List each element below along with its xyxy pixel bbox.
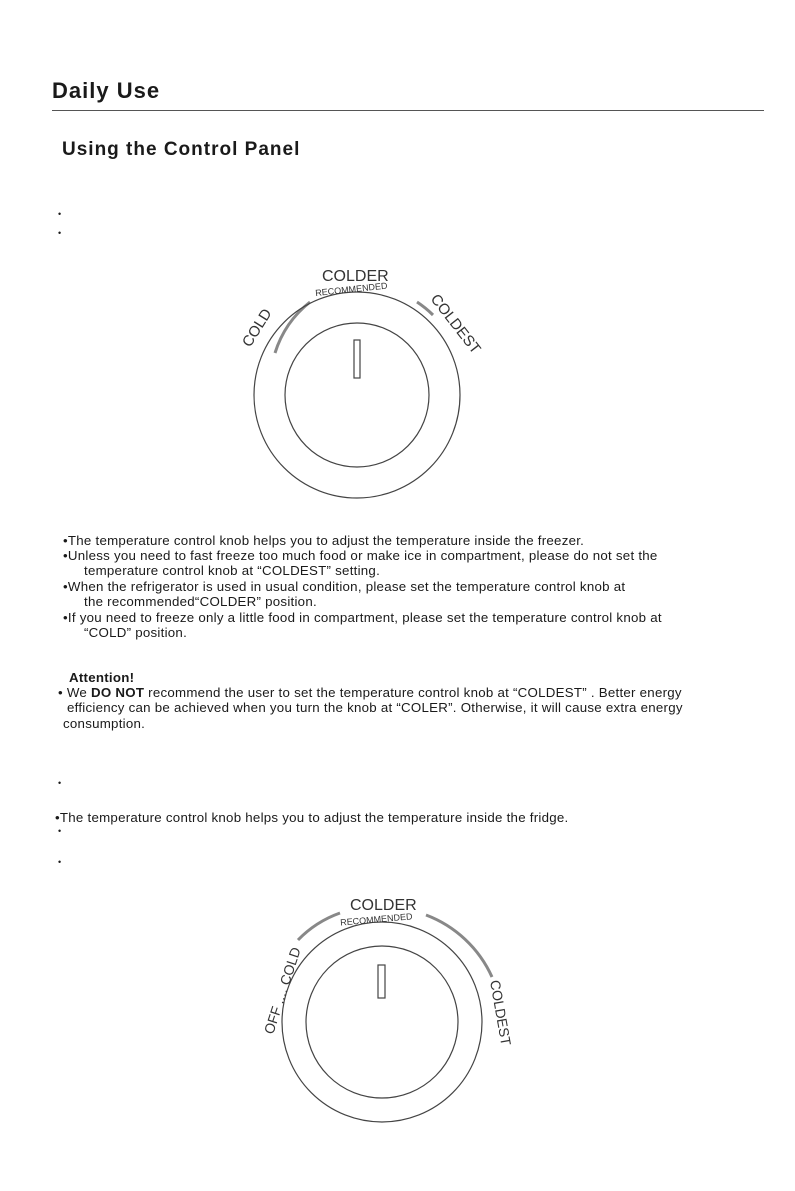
dial-arc-cold [298, 913, 340, 940]
fridge-temperature-dial [240, 885, 520, 1125]
attention-suffix: recommend the user to set the temperature control knob at “COLDEST” . Better energy [144, 685, 682, 700]
attention-title: Attention! [69, 670, 135, 685]
dial-label-colder: COLDER [350, 897, 417, 914]
freezer-note-line: •Unless you need to fast freeze too much food or make ice in compartment, please do not set the [63, 548, 658, 563]
dial-knob [306, 946, 458, 1098]
attention-prefix: • We [58, 685, 91, 700]
dial-label-coldest: COLDEST [487, 978, 515, 1047]
bullet-marker: • [58, 228, 62, 238]
freezer-note-line: •The temperature control knob helps you to adjust the temperature inside the freezer. [63, 533, 585, 548]
freezer-note-line: temperature control knob at “COLDEST” setting. [84, 563, 381, 578]
dial-label-cold: COLD [238, 305, 276, 351]
dial-outer-ring [282, 922, 482, 1122]
freezer-temperature-dial [230, 255, 500, 505]
title-divider [52, 110, 764, 111]
subsection-title: Using the Control Panel [62, 139, 301, 160]
freezer-note-line: “COLD” position. [84, 625, 188, 640]
dial-label-off-cold: OFF .... COLD [260, 945, 304, 1036]
dial-label-recommended: RECOMMENDED [339, 911, 413, 928]
dial-knob [285, 323, 429, 467]
attention-line [58, 685, 682, 701]
bullet-marker: • [58, 826, 62, 836]
attention-emphasis: DO NOT [91, 685, 145, 700]
bullet-marker: • [58, 778, 62, 788]
dial-label-coldest: COLDEST [426, 290, 484, 358]
dial-label-colder: COLDER [322, 268, 389, 285]
freezer-note-line: the recommended“COLDER” position. [84, 594, 317, 609]
attention-line: consumption. [63, 716, 146, 731]
bullet-marker: • [58, 209, 62, 219]
fridge-note-line: •The temperature control knob helps you to adjust the temperature inside the fridge. [55, 810, 569, 825]
section-title: Daily Use [52, 78, 161, 103]
bullet-marker: • [58, 857, 62, 867]
freezer-note-line: •If you need to freeze only a little food in compartment, please set the temperature control knob at [63, 610, 662, 625]
dial-pointer [354, 340, 360, 378]
attention-line: efficiency can be achieved when you turn the knob at “COLER”. Otherwise, it will cause extra energy [67, 700, 683, 715]
freezer-note-line: •When the refrigerator is used in usual condition, please set the temperature control knob at [63, 579, 626, 594]
dial-pointer [378, 965, 385, 998]
dial-label-recommended: RECOMMENDED [314, 280, 388, 299]
